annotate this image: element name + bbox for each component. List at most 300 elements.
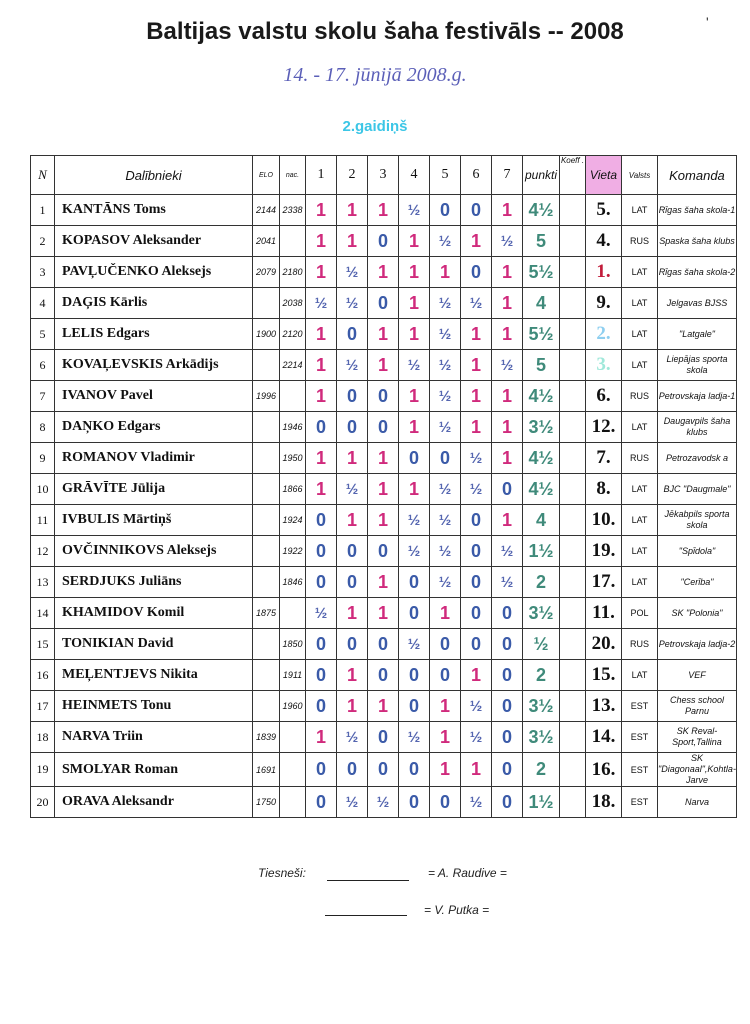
player-number: 5 — [31, 319, 55, 350]
round-result: 1 — [368, 598, 399, 629]
round-result: 0 — [306, 691, 337, 722]
table-row — [31, 598, 737, 629]
round-result: ½ — [430, 381, 461, 412]
player-points: 3½ — [523, 722, 560, 753]
round-result: 0 — [337, 629, 368, 660]
player-place: 18. — [586, 787, 622, 818]
player-name: TONIKIAN David — [55, 629, 253, 660]
table-row — [31, 660, 737, 691]
round-result: 0 — [461, 536, 492, 567]
round-result: 0 — [368, 660, 399, 691]
player-points: 2 — [523, 753, 560, 787]
scan-mark: ' — [706, 14, 709, 30]
round-result: ½ — [368, 787, 399, 818]
col-header-number: N — [31, 156, 55, 195]
round-result: 0 — [337, 319, 368, 350]
round-result: ½ — [461, 691, 492, 722]
round-result: 0 — [399, 787, 430, 818]
player-place: 20. — [586, 629, 622, 660]
player-points: 4½ — [523, 474, 560, 505]
player-team: Liepājas sporta skola — [658, 350, 737, 381]
player-country: RUS — [622, 381, 658, 412]
round-result: ½ — [461, 288, 492, 319]
player-number: 7 — [31, 381, 55, 412]
round-result: 1 — [430, 753, 461, 787]
player-team: Rīgas šaha skola-2 — [658, 257, 737, 288]
col-header-round-4: 4 — [399, 156, 430, 195]
round-result: ½ — [492, 350, 523, 381]
player-points: 5 — [523, 350, 560, 381]
col-header-round-2: 2 — [337, 156, 368, 195]
round-result: ½ — [399, 629, 430, 660]
player-koeff — [560, 195, 586, 226]
player-koeff — [560, 787, 586, 818]
player-place: 15. — [586, 660, 622, 691]
player-team: Chess school Parnu — [658, 691, 737, 722]
round-result: 0 — [430, 195, 461, 226]
player-nac: 1946 — [280, 412, 306, 443]
player-elo — [253, 536, 280, 567]
player-nac: 1911 — [280, 660, 306, 691]
round-result: 1 — [399, 381, 430, 412]
round-result: 0 — [368, 536, 399, 567]
player-country: RUS — [622, 629, 658, 660]
player-elo: 1839 — [253, 722, 280, 753]
round-result: ½ — [430, 567, 461, 598]
judges-label: Tiesneši: — [258, 866, 306, 880]
player-points: 3½ — [523, 412, 560, 443]
round-result: 1 — [430, 257, 461, 288]
round-result: 0 — [306, 412, 337, 443]
round-result: 1 — [337, 226, 368, 257]
round-result: 1 — [368, 474, 399, 505]
round-result: 0 — [306, 536, 337, 567]
table-row — [31, 226, 737, 257]
table-row — [31, 288, 737, 319]
player-country: LAT — [622, 257, 658, 288]
player-koeff — [560, 381, 586, 412]
player-points: 3½ — [523, 691, 560, 722]
player-koeff — [560, 660, 586, 691]
col-header-points: punkti — [523, 156, 560, 195]
round-result: 0 — [430, 787, 461, 818]
round-result: 1 — [337, 195, 368, 226]
round-result: ½ — [430, 412, 461, 443]
player-country: LAT — [622, 505, 658, 536]
player-nac: 2120 — [280, 319, 306, 350]
round-result: 1 — [492, 288, 523, 319]
round-result: 0 — [492, 691, 523, 722]
round-result: 1 — [368, 319, 399, 350]
player-koeff — [560, 350, 586, 381]
player-number: 10 — [31, 474, 55, 505]
round-result: ½ — [337, 257, 368, 288]
round-result: 1 — [492, 257, 523, 288]
player-country: EST — [622, 691, 658, 722]
player-nac — [280, 722, 306, 753]
player-points: 4½ — [523, 443, 560, 474]
round-result: 0 — [337, 753, 368, 787]
table-row — [31, 753, 737, 787]
round-result: 1 — [368, 350, 399, 381]
round-result: 1 — [492, 381, 523, 412]
round-result: 1 — [337, 660, 368, 691]
round-result: 0 — [337, 381, 368, 412]
player-koeff — [560, 505, 586, 536]
round-result: 0 — [337, 536, 368, 567]
tournament-dates: 14. - 17. jūnijā 2008.g. — [283, 64, 467, 86]
player-number: 6 — [31, 350, 55, 381]
player-team: SK Reval-Sport,Tallina — [658, 722, 737, 753]
player-name: KHAMIDOV Komil — [55, 598, 253, 629]
round-result: 0 — [306, 505, 337, 536]
player-number: 8 — [31, 412, 55, 443]
round-result: ½ — [492, 226, 523, 257]
table-row — [31, 567, 737, 598]
round-result: 0 — [399, 443, 430, 474]
player-nac: 1866 — [280, 474, 306, 505]
round-result: 0 — [337, 412, 368, 443]
table-row — [31, 722, 737, 753]
table-row — [31, 474, 737, 505]
player-country: RUS — [622, 226, 658, 257]
round-result: 1 — [368, 195, 399, 226]
col-header-team: Komanda — [658, 156, 737, 195]
player-koeff — [560, 691, 586, 722]
player-place: 19. — [586, 536, 622, 567]
player-number: 19 — [31, 753, 55, 787]
round-result: 1 — [430, 598, 461, 629]
round-result: 1 — [306, 226, 337, 257]
player-elo — [253, 629, 280, 660]
results-table — [30, 155, 737, 818]
round-result: 0 — [368, 722, 399, 753]
round-result: 1 — [337, 691, 368, 722]
player-place: 13. — [586, 691, 622, 722]
round-result: 0 — [461, 257, 492, 288]
player-place: 8. — [586, 474, 622, 505]
player-nac: 1850 — [280, 629, 306, 660]
col-header-round-7: 7 — [492, 156, 523, 195]
player-country: RUS — [622, 443, 658, 474]
round-result: 0 — [306, 753, 337, 787]
round-result: 0 — [492, 722, 523, 753]
round-result: 1 — [306, 474, 337, 505]
round-result: 0 — [368, 288, 399, 319]
table-row — [31, 443, 737, 474]
player-place: 14. — [586, 722, 622, 753]
round-result: ½ — [399, 195, 430, 226]
round-result: 0 — [368, 412, 399, 443]
player-team: Spaska šaha klubs — [658, 226, 737, 257]
round-result: 1 — [306, 195, 337, 226]
player-number: 12 — [31, 536, 55, 567]
player-elo — [253, 474, 280, 505]
player-number: 13 — [31, 567, 55, 598]
player-team: Jēkabpils sporta skola — [658, 505, 737, 536]
player-nac — [280, 381, 306, 412]
player-points: 5½ — [523, 319, 560, 350]
player-points: 4½ — [523, 381, 560, 412]
player-country: EST — [622, 787, 658, 818]
player-name: LELIS Edgars — [55, 319, 253, 350]
player-elo — [253, 567, 280, 598]
player-points: 3½ — [523, 598, 560, 629]
player-team: Narva — [658, 787, 737, 818]
player-koeff — [560, 319, 586, 350]
round-result: 0 — [306, 567, 337, 598]
player-name: SERDJUKS Juliāns — [55, 567, 253, 598]
player-nac: 2180 — [280, 257, 306, 288]
player-elo: 1875 — [253, 598, 280, 629]
player-country: LAT — [622, 660, 658, 691]
player-nac: 1950 — [280, 443, 306, 474]
player-koeff — [560, 257, 586, 288]
player-elo: 2144 — [253, 195, 280, 226]
judge-2-name: = V. Putka = — [424, 903, 490, 917]
player-koeff — [560, 226, 586, 257]
group-label: 2.gaidiņš — [342, 118, 408, 135]
player-points: 5 — [523, 226, 560, 257]
round-result: ½ — [430, 505, 461, 536]
round-result: ½ — [399, 536, 430, 567]
col-header-koeff: Koeff . — [560, 156, 586, 195]
player-number: 16 — [31, 660, 55, 691]
player-nac: 2038 — [280, 288, 306, 319]
player-team: SK "Polonia" — [658, 598, 737, 629]
player-points: 5½ — [523, 257, 560, 288]
player-points: 1½ — [523, 787, 560, 818]
player-elo: 1691 — [253, 753, 280, 787]
player-place: 5. — [586, 195, 622, 226]
col-header-nac: nac. — [280, 156, 306, 195]
player-elo — [253, 505, 280, 536]
player-place: 1. — [586, 257, 622, 288]
player-koeff — [560, 629, 586, 660]
round-result: ½ — [430, 474, 461, 505]
player-place: 7. — [586, 443, 622, 474]
player-elo — [253, 288, 280, 319]
player-koeff — [560, 474, 586, 505]
player-nac: 1960 — [280, 691, 306, 722]
player-elo — [253, 660, 280, 691]
round-result: 1 — [461, 319, 492, 350]
player-place: 16. — [586, 753, 622, 787]
player-number: 17 — [31, 691, 55, 722]
round-result: 0 — [368, 753, 399, 787]
player-country: LAT — [622, 288, 658, 319]
round-result: ½ — [461, 722, 492, 753]
player-koeff — [560, 288, 586, 319]
round-result: ½ — [337, 474, 368, 505]
player-koeff — [560, 443, 586, 474]
round-result: 0 — [461, 598, 492, 629]
player-country: LAT — [622, 536, 658, 567]
player-elo — [253, 443, 280, 474]
player-number: 4 — [31, 288, 55, 319]
player-name: IVANOV Pavel — [55, 381, 253, 412]
player-team: Petrovskaja ladja-2 — [658, 629, 737, 660]
player-nac — [280, 226, 306, 257]
player-name: PAVĻUČENKO Aleksejs — [55, 257, 253, 288]
round-result: ½ — [337, 288, 368, 319]
player-country: LAT — [622, 567, 658, 598]
round-result: 1 — [337, 505, 368, 536]
round-result: 0 — [399, 567, 430, 598]
round-result: 0 — [492, 474, 523, 505]
player-number: 3 — [31, 257, 55, 288]
player-koeff — [560, 412, 586, 443]
round-result: 1 — [492, 505, 523, 536]
player-country: EST — [622, 753, 658, 787]
player-number: 2 — [31, 226, 55, 257]
player-name: IVBULIS Mārtiņš — [55, 505, 253, 536]
round-result: 0 — [368, 226, 399, 257]
player-country: LAT — [622, 195, 658, 226]
col-header-round-6: 6 — [461, 156, 492, 195]
player-place: 4. — [586, 226, 622, 257]
round-result: 1 — [399, 412, 430, 443]
col-header-round-5: 5 — [430, 156, 461, 195]
round-result: 1 — [492, 443, 523, 474]
player-number: 20 — [31, 787, 55, 818]
player-koeff — [560, 567, 586, 598]
round-result: 1 — [337, 598, 368, 629]
round-result: 0 — [492, 598, 523, 629]
player-koeff — [560, 722, 586, 753]
player-elo — [253, 412, 280, 443]
round-result: 1 — [306, 319, 337, 350]
player-elo — [253, 350, 280, 381]
header-row — [31, 156, 737, 195]
player-koeff — [560, 753, 586, 787]
player-elo: 1900 — [253, 319, 280, 350]
round-result: 1 — [461, 350, 492, 381]
player-number: 1 — [31, 195, 55, 226]
table-row — [31, 505, 737, 536]
round-result: ½ — [430, 288, 461, 319]
player-points: 4 — [523, 505, 560, 536]
player-name: DAĢIS Kārlis — [55, 288, 253, 319]
player-team: VEF — [658, 660, 737, 691]
round-result: ½ — [430, 226, 461, 257]
player-place: 2. — [586, 319, 622, 350]
player-nac: 1846 — [280, 567, 306, 598]
round-result: ½ — [461, 787, 492, 818]
round-result: 0 — [461, 629, 492, 660]
player-place: 10. — [586, 505, 622, 536]
round-result: 1 — [306, 350, 337, 381]
round-result: ½ — [430, 536, 461, 567]
round-result: ½ — [337, 350, 368, 381]
player-name: KOVAĻEVSKIS Arkādijs — [55, 350, 253, 381]
round-result: 0 — [306, 660, 337, 691]
player-number: 9 — [31, 443, 55, 474]
player-nac: 1922 — [280, 536, 306, 567]
player-place: 9. — [586, 288, 622, 319]
round-result: 1 — [306, 443, 337, 474]
round-result: 0 — [430, 660, 461, 691]
round-result: 1 — [461, 660, 492, 691]
round-result: 1 — [461, 412, 492, 443]
player-points: 2 — [523, 567, 560, 598]
round-result: 0 — [430, 629, 461, 660]
round-result: 1 — [492, 412, 523, 443]
round-result: 0 — [492, 753, 523, 787]
player-nac: 1924 — [280, 505, 306, 536]
round-result: 0 — [461, 195, 492, 226]
player-name: MEĻENTJEVS Nikita — [55, 660, 253, 691]
round-result: ½ — [399, 505, 430, 536]
round-result: 0 — [399, 598, 430, 629]
player-koeff — [560, 598, 586, 629]
round-result: 1 — [399, 474, 430, 505]
round-result: 0 — [368, 629, 399, 660]
player-name: OVČINNIKOVS Aleksejs — [55, 536, 253, 567]
player-name: KOPASOV Aleksander — [55, 226, 253, 257]
round-result: 1 — [399, 288, 430, 319]
player-team: "Spīdola" — [658, 536, 737, 567]
round-result: 1 — [430, 722, 461, 753]
round-result: 1 — [461, 753, 492, 787]
round-result: ½ — [337, 787, 368, 818]
round-result: ½ — [306, 598, 337, 629]
round-result: 1 — [368, 567, 399, 598]
table-row — [31, 629, 737, 660]
col-header-country: Valsts — [622, 156, 658, 195]
round-result: 0 — [399, 753, 430, 787]
round-result: ½ — [461, 443, 492, 474]
round-result: ½ — [461, 474, 492, 505]
round-result: 0 — [461, 505, 492, 536]
round-result: 1 — [492, 195, 523, 226]
round-result: 0 — [430, 443, 461, 474]
player-name: ROMANOV Vladimir — [55, 443, 253, 474]
col-header-round-3: 3 — [368, 156, 399, 195]
player-team: Petrovskaja ladja-1 — [658, 381, 737, 412]
round-result: 1 — [368, 691, 399, 722]
player-nac — [280, 787, 306, 818]
round-result: 1 — [399, 226, 430, 257]
player-team: Daugavpils šaha klubs — [658, 412, 737, 443]
signature-line-2 — [325, 915, 407, 916]
player-name: GRĀVĪTE Jūlija — [55, 474, 253, 505]
table-row — [31, 257, 737, 288]
round-result: 1 — [492, 319, 523, 350]
col-header-participants: Dalībnieki — [55, 156, 253, 195]
player-team: SK "Diagonaal",Kohtla-Jarve — [658, 753, 736, 785]
player-name: NARVA Triin — [55, 722, 253, 753]
table-row — [31, 381, 737, 412]
round-result: 1 — [306, 381, 337, 412]
table-row — [31, 536, 737, 567]
round-result: 1 — [337, 443, 368, 474]
player-elo: 1996 — [253, 381, 280, 412]
player-number: 18 — [31, 722, 55, 753]
player-country: EST — [622, 722, 658, 753]
round-result: 1 — [399, 319, 430, 350]
round-result: ½ — [306, 288, 337, 319]
round-result: 0 — [492, 629, 523, 660]
signature-line-1 — [327, 880, 409, 881]
col-header-round-1: 1 — [306, 156, 337, 195]
round-result: 1 — [306, 257, 337, 288]
round-result: 1 — [368, 257, 399, 288]
round-result: 1 — [306, 722, 337, 753]
judge-1-name: = A. Raudive = — [428, 866, 507, 880]
player-elo: 2079 — [253, 257, 280, 288]
round-result: ½ — [430, 350, 461, 381]
